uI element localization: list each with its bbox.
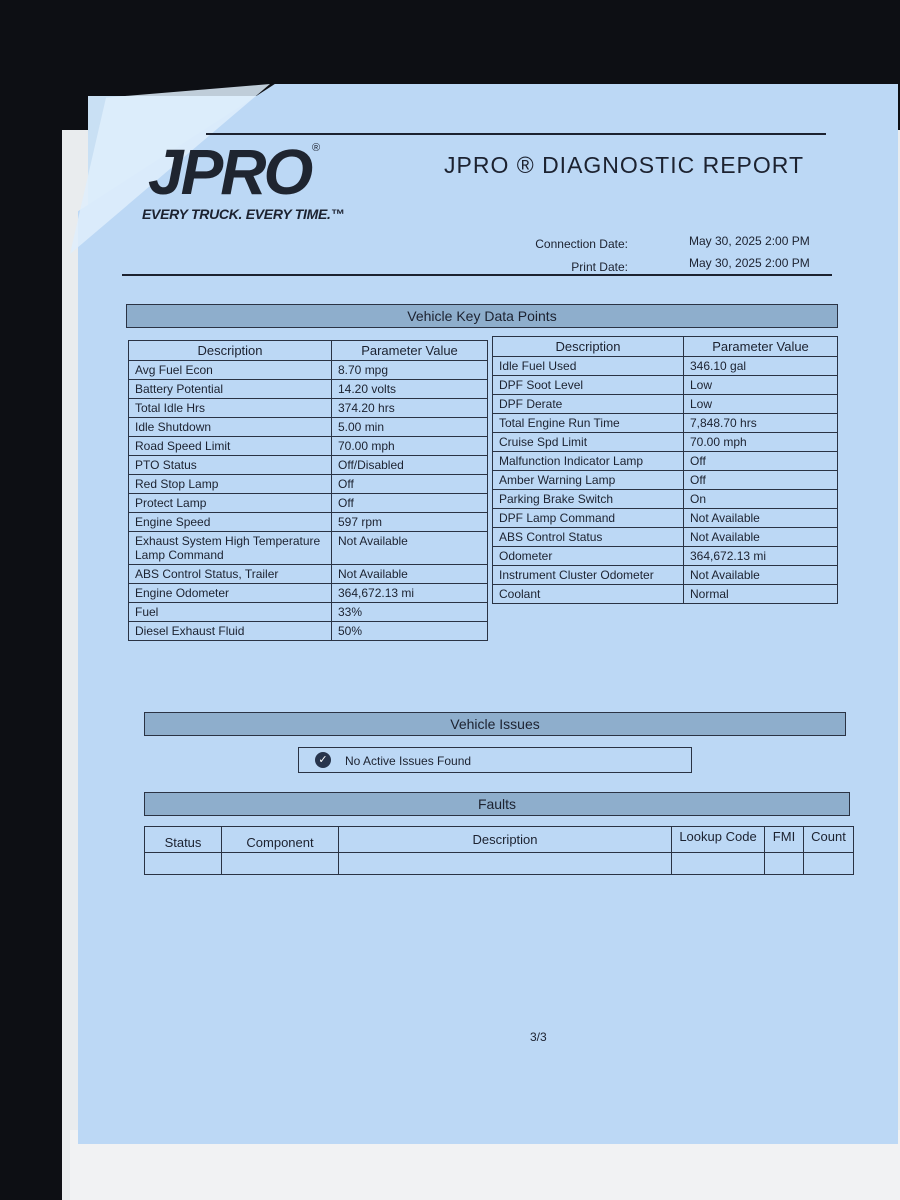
row-description: Malfunction Indicator Lamp (493, 452, 684, 471)
key-data-right-rows (493, 357, 838, 604)
table-row (129, 399, 488, 418)
logo-registered-mark: ® (312, 142, 321, 154)
row-description: ABS Control Status, Trailer (129, 565, 332, 584)
table-row (129, 584, 488, 603)
row-description: ABS Control Status (493, 528, 684, 547)
row-description: DPF Derate (493, 395, 684, 414)
jpro-logo (142, 136, 345, 222)
row-description: Battery Potential (129, 380, 332, 399)
row-value: Off (332, 475, 488, 494)
table-row (129, 475, 488, 494)
row-description: Idle Shutdown (129, 418, 332, 437)
table-row (493, 490, 838, 509)
logo-tagline: EVERY TRUCK. EVERY TIME.™ (142, 206, 345, 222)
table-row (129, 565, 488, 584)
row-description: DPF Soot Level (493, 376, 684, 395)
right-col-value: Parameter Value (684, 337, 838, 357)
table-row (129, 418, 488, 437)
table-row (129, 456, 488, 475)
table-row (493, 414, 838, 433)
no-issues-message: No Active Issues Found (345, 754, 472, 768)
row-value: Not Available (332, 532, 488, 565)
row-description: Odometer (493, 547, 684, 566)
table-row (493, 376, 838, 395)
print-date-value: May 30, 2025 2:00 PM (689, 256, 810, 270)
row-description: PTO Status (129, 456, 332, 475)
row-value: 50% (332, 622, 488, 641)
row-description: Coolant (493, 585, 684, 604)
page-number: 3/3 (530, 1030, 547, 1044)
header-rule (122, 274, 832, 276)
row-value: 8.70 mpg (332, 361, 488, 380)
table-row (129, 361, 488, 380)
row-value: Not Available (684, 566, 838, 585)
row-description: Fuel (129, 603, 332, 622)
print-date-label: Print Date: (571, 260, 628, 274)
row-value: 33% (332, 603, 488, 622)
left-col-description: Description (129, 341, 332, 361)
row-description: Total Engine Run Time (493, 414, 684, 433)
row-description: Red Stop Lamp (129, 475, 332, 494)
row-value: 597 rpm (332, 513, 488, 532)
connection-date-label: Connection Date: (535, 237, 628, 251)
table-row (129, 513, 488, 532)
faults-empty-row (145, 853, 854, 875)
issues-status-box (298, 747, 692, 773)
table-row (129, 494, 488, 513)
table-row (493, 566, 838, 585)
row-description: Avg Fuel Econ (129, 361, 332, 380)
row-value: 5.00 min (332, 418, 488, 437)
table-row (493, 585, 838, 604)
row-description: DPF Lamp Command (493, 509, 684, 528)
row-value: Off (332, 494, 488, 513)
row-value: Off (684, 471, 838, 490)
row-value: Not Available (684, 528, 838, 547)
row-value: 346.10 gal (684, 357, 838, 376)
row-description: Amber Warning Lamp (493, 471, 684, 490)
row-value: Not Available (332, 565, 488, 584)
table-row (129, 380, 488, 399)
row-value: Off (684, 452, 838, 471)
table-row (129, 622, 488, 641)
row-description: Instrument Cluster Odometer (493, 566, 684, 585)
table-row (493, 471, 838, 490)
faults-col-component: Component (222, 827, 339, 853)
row-value: Not Available (684, 509, 838, 528)
row-description: Cruise Spd Limit (493, 433, 684, 452)
faults-col-description: Description (339, 827, 672, 853)
row-description: Exhaust System High Temperature Lamp Command (129, 532, 332, 565)
row-value: 374.20 hrs (332, 399, 488, 418)
row-value: Off/Disabled (332, 456, 488, 475)
table-row (493, 509, 838, 528)
row-value: Normal (684, 585, 838, 604)
row-value: On (684, 490, 838, 509)
row-value: 364,672.13 mi (684, 547, 838, 566)
faults-col-count: Count (804, 827, 854, 853)
row-value: 14.20 volts (332, 380, 488, 399)
key-data-left-table (128, 340, 488, 641)
table-row (493, 452, 838, 471)
faults-col-status: Status (145, 827, 222, 853)
logo-wordmark: JPRO (148, 136, 311, 208)
row-value: Low (684, 395, 838, 414)
table-row (493, 395, 838, 414)
row-value: 7,848.70 hrs (684, 414, 838, 433)
row-description: Idle Fuel Used (493, 357, 684, 376)
key-data-right-table (492, 336, 838, 604)
table-row (493, 528, 838, 547)
faults-heading: Faults (144, 792, 850, 816)
row-description: Total Idle Hrs (129, 399, 332, 418)
check-circle-icon: ✓ (315, 752, 331, 768)
key-data-heading: Vehicle Key Data Points (126, 304, 838, 328)
table-row (129, 603, 488, 622)
right-col-description: Description (493, 337, 684, 357)
row-description: Protect Lamp (129, 494, 332, 513)
row-description: Road Speed Limit (129, 437, 332, 456)
table-row (493, 547, 838, 566)
row-value: Low (684, 376, 838, 395)
table-row (129, 532, 488, 565)
top-rule (206, 133, 826, 135)
faults-col-lookup-code: Lookup Code (672, 827, 765, 853)
table-row (493, 357, 838, 376)
row-value: 70.00 mph (684, 433, 838, 452)
row-description: Parking Brake Switch (493, 490, 684, 509)
table-row (129, 437, 488, 456)
faults-col-fmi: FMI (765, 827, 804, 853)
faults-table (144, 826, 854, 875)
report-title: JPRO ® DIAGNOSTIC REPORT (444, 152, 805, 178)
table-row (493, 433, 838, 452)
row-description: Diesel Exhaust Fluid (129, 622, 332, 641)
connection-date-value: May 30, 2025 2:00 PM (689, 234, 810, 248)
key-data-left-rows (129, 361, 488, 641)
row-description: Engine Speed (129, 513, 332, 532)
row-value: 364,672.13 mi (332, 584, 488, 603)
row-value: 70.00 mph (332, 437, 488, 456)
vehicle-issues-heading: Vehicle Issues (144, 712, 846, 736)
row-description: Engine Odometer (129, 584, 332, 603)
left-col-value: Parameter Value (332, 341, 488, 361)
